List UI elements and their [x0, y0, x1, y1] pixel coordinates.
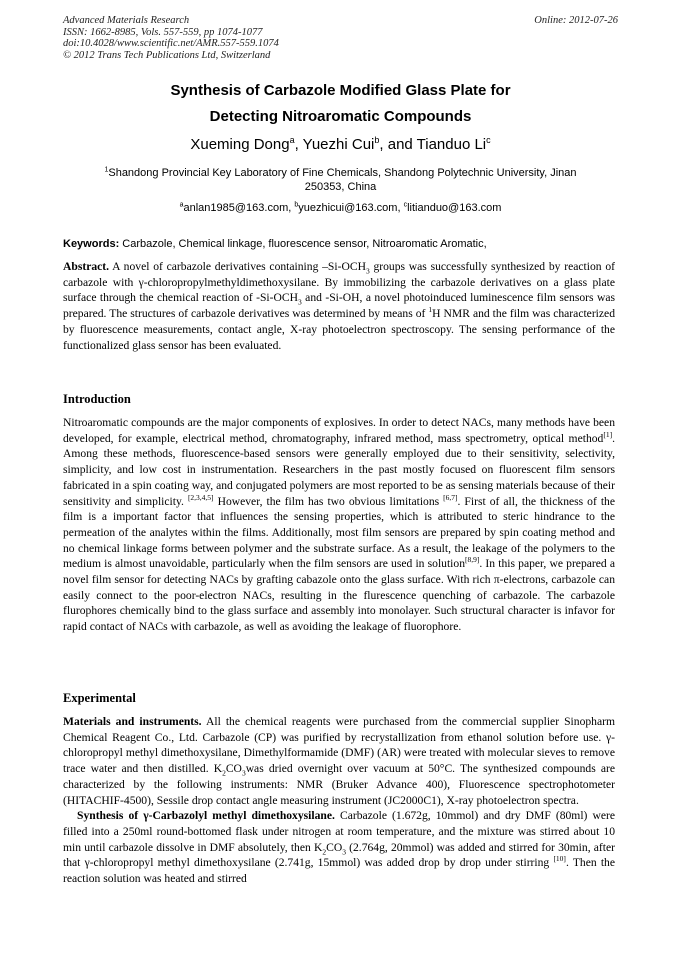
author-affil-mark: a	[289, 135, 295, 145]
author-affil-mark: c	[486, 135, 491, 145]
abstract-text: A novel of carbazole derivatives containing –Si-OCH	[109, 260, 366, 273]
materials-text: CO	[225, 762, 242, 776]
materials-text: All the chemical reagents were purchased from the commercial supplier Sinopharm Chemical Reagent Co., Ltd. Carbazole (CP) was purified by recrystallization from ethanol solution before use. γ-chloropropyl methyl dimethoxysilane, Dimethylformamide (DMF) (AR) were treated with molecular sieves to remove trace water and then distilled. K	[63, 715, 615, 776]
abstract-paragraph	[63, 259, 615, 353]
subscript: 3	[365, 266, 370, 276]
email-mark: c	[403, 201, 408, 209]
intro-text: . Among these methods, fluorescence-based sensors were generally employed due to their sensitivity, selectivity, simplicity, and low cost in instrumentation. Researchers in the past mostly focused on fluorescent film sensors fabricated in a spin coating way, and conjugated polymers are most reported to be as sensing materials because of their sensitivity and simplicity.	[63, 431, 615, 508]
citation-ref: [6,7]	[443, 492, 458, 502]
intro-text: . In this paper, we prepared a novel film sensor for detecting NACs by grafting cabazole onto the glass surface. With rich π-electrons, carbazole can easily connect to the poor-electron NACs, resulting in the flurescence quenching of carbazole. The carbazole flurophores chemically bind to the glass surface and assembly into monolayer. Such structural character is infavor for rapid contact of NACs with carbazole, as well as avoiding the leakage of fluorophore.	[63, 557, 615, 634]
journal-header	[63, 15, 618, 61]
synthesis-paragraph	[63, 808, 615, 887]
online-date: Online: 2012-07-26	[534, 15, 618, 26]
keywords-text: Carbazole, Chemical linkage, fluorescence sensor, Nitroaromatic Aromatic,	[119, 238, 487, 250]
author-name: , Yuezhi Cui	[294, 136, 375, 153]
experimental-section	[63, 714, 615, 887]
email-a: anlan1985@163.com,	[183, 202, 295, 214]
author-emails	[63, 202, 618, 214]
author-list	[63, 136, 618, 153]
author-name: , and Tianduo Li	[379, 136, 487, 153]
affiliation-mark: 1	[104, 166, 109, 174]
author-name: Xueming Dong	[190, 136, 290, 153]
subscript: 2	[222, 768, 226, 778]
subscript: 3	[298, 297, 302, 307]
experimental-heading: Experimental	[63, 691, 136, 705]
abstract-text: H NMR and the film was characterized by fluorescence measurements, contact angle, X-ray photoelectron spectroscopy. The sensing performance of the functionalized glass sensor has been evaluated.	[63, 307, 615, 352]
intro-text: . First of all, the thickness of the film is a important factor that influences the sensing properties, which is attributed to steric hindrance to the permeation of the analytes within the films. Additionally, most film sensors are prepared by spin coating method and no chemical linkage forms between polymer and the substrate surface. As a result, the leakage of the polymers to the medium is almost unavoidable, particularly when the film sensors are used in solution	[63, 494, 615, 571]
materials-text: was dried overnight over vacuum at 50°C. The synthesized compounds are characterized by the following instruments: NMR (Bruker Advance 400), Fluorescence spectrophotometer (HITACHIF-4500), Sessile drop contact angle measuring instrument (JC2000C1), X-ray photoelectron spectra.	[63, 762, 615, 807]
synthesis-text: Carbazole (1.672g, 10mmol) and dry DMF (80ml) were filled into a 250ml round-bottomed flask under nitrogen at room temperature, and the mixture was stirred about 10 min until carbazole dissolve in DMF absolutely, then K	[63, 809, 616, 854]
doi-line: doi:10.4028/www.scientific.net/AMR.557-559.1074	[63, 38, 279, 50]
synthesis-label: Synthesis of γ-Carbazolyl methyl dimethoxysilane.	[77, 809, 335, 823]
paper-title-line-2: Detecting Nitroaromatic Compounds	[209, 108, 472, 125]
introduction-paragraph	[63, 415, 615, 635]
issn-line: ISSN: 1662-8985, Vols. 557-559, pp 1074-1077	[63, 26, 263, 38]
affiliation	[63, 166, 618, 194]
email-mark: a	[179, 201, 184, 209]
synthesis-text: . Then the reaction solution was heated and stirred	[63, 856, 615, 886]
copyright-line: © 2012 Trans Tech Publications Ltd, Switzerland	[63, 49, 271, 61]
email-mark: b	[294, 201, 299, 209]
citation-ref: [10]	[553, 854, 566, 864]
introduction-heading: Introduction	[63, 392, 131, 406]
synthesis-text: (2.764g, 20mmol) was added and stirred for 30min, after that γ-chloropropyl methyl dimethoxysilane (2.741g, 15mmol) was added drop by drop under stirring	[63, 840, 616, 870]
abstract-text: and -Si-OH, a novel photoinduced luminescence film sensors was prepared. The structures of carbazole derivatives was determined by means of	[63, 291, 616, 321]
citation-ref: [1]	[603, 429, 613, 439]
intro-text: Nitroaromatic compounds are the major components of explosives. In order to detect NACs, many methods have been developed, for example, electrical method, chromatography, infrared method, mass spectrometry, optical method	[63, 416, 615, 445]
paper-title-line-1: Synthesis of Carbazole Modified Glass Plate for	[170, 82, 511, 99]
subscript: 3	[342, 846, 346, 856]
abstract-label: Abstract.	[63, 260, 110, 273]
subscript: 3	[241, 768, 246, 778]
citation-ref: [2,3,4,5]	[187, 492, 214, 502]
keywords	[63, 238, 618, 250]
affiliation-line-2: 250353, China	[304, 181, 377, 193]
email-c: litianduo@163.com	[407, 202, 502, 214]
affiliation-line-1: Shandong Provincial Key Laboratory of Fine Chemicals, Shandong Polytechnic University, Jinan	[108, 167, 577, 179]
synthesis-text: CO	[326, 840, 343, 854]
keywords-label: Keywords:	[63, 238, 120, 250]
intro-text: However, the film has two obvious limitations	[213, 494, 444, 508]
subscript: 2	[322, 846, 327, 856]
materials-label: Materials and instruments.	[63, 715, 202, 728]
superscript: 1	[428, 305, 433, 315]
author-affil-mark: b	[374, 135, 380, 145]
abstract-text: groups was successfully synthesized by reaction of carbazole with γ-chloropropylmethyldimethoxysilane. By immobilizing the carbazole derivatives on a glass plate surface through the chemical reaction of -Si-OCH	[63, 260, 615, 305]
email-b: yuezhicui@163.com,	[298, 202, 404, 214]
citation-ref: [8,9]	[465, 555, 480, 565]
journal-name: Advanced Materials Research	[63, 15, 190, 26]
materials-paragraph	[63, 714, 615, 808]
